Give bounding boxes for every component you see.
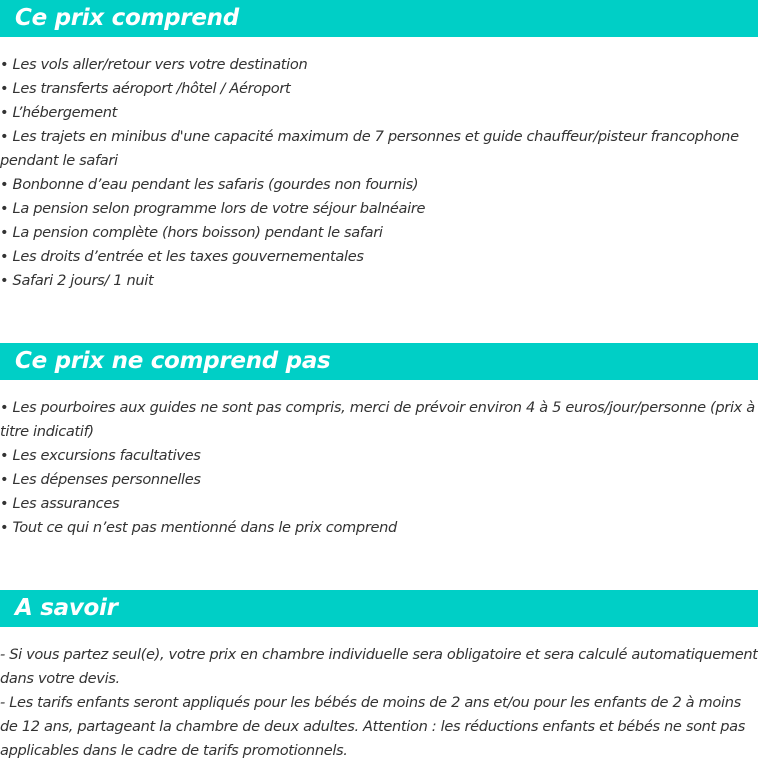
excluded-list (0, 396, 758, 540)
list-item: • Les transferts aéroport /hôtel / Aéroport (0, 80, 291, 97)
to-know-section (0, 590, 758, 763)
list-item: • Les excursions facultatives (0, 447, 201, 464)
to-know-list (0, 643, 758, 763)
list-item: • Les assurances (0, 495, 120, 512)
list-item: • L’hébergement (0, 104, 118, 121)
list-item: • Les droits d’entrée et les taxes gouvernementales (0, 248, 364, 265)
list-item: • La pension complète (hors boisson) pendant le safari (0, 224, 383, 241)
list-item: - Si vous partez seul(e), votre prix en chambre individuelle sera obligatoire et sera calculé automatiquement dans votre devis. (0, 646, 758, 687)
list-item: • Les vols aller/retour vers votre destination (0, 56, 308, 73)
list-item: • Tout ce qui n’est pas mentionné dans le prix comprend (0, 519, 397, 536)
excluded-section (0, 343, 758, 540)
included-title: Ce prix comprend (0, 0, 758, 37)
to-know-title: A savoir (0, 590, 758, 627)
list-item: • Safari 2 jours/ 1 nuit (0, 272, 154, 289)
list-item: • Les trajets en minibus d'une capacité maximum de 7 personnes et guide chauffeur/pisteur francophone pendant le safari (0, 128, 739, 169)
list-item: • La pension selon programme lors de votre séjour balnéaire (0, 200, 426, 217)
list-item: - Les tarifs enfants seront appliqués pour les bébés de moins de 2 ans et/ou pour les enfants de 2 à moins de 12 ans, partageant la chambre de deux adultes. Attention : les réductions enfants et bébés ne sont pas applicables dans le cadre de tarifs promotionnels. (0, 694, 745, 759)
included-list (0, 53, 758, 293)
list-item: • Les dépenses personnelles (0, 471, 201, 488)
excluded-title: Ce prix ne comprend pas (0, 343, 758, 380)
included-section (0, 0, 758, 293)
list-item: • Bonbonne d’eau pendant les safaris (gourdes non fournis) (0, 176, 419, 193)
list-item: • Les pourboires aux guides ne sont pas compris, merci de prévoir environ 4 à 5 euros/jour/personne (prix à titre indicatif) (0, 399, 755, 440)
